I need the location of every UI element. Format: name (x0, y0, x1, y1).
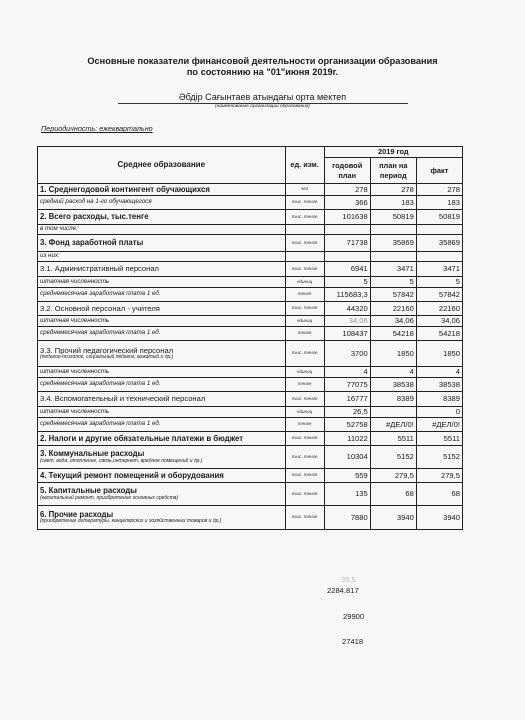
cell-annual-plan: 26,5 (324, 407, 370, 418)
table-row (38, 262, 463, 277)
cell-fact: 5511 (416, 432, 462, 446)
row-label (38, 407, 286, 418)
cell-fact: 279,5 (416, 469, 462, 483)
row-unit: тыс. тенге (285, 446, 324, 469)
row-unit: тенге (285, 378, 324, 392)
table-row (38, 288, 463, 302)
footer-number-2: 2284.817 (327, 586, 359, 595)
row-label-text: среднемесячная заработная плата 1 ед. (40, 380, 161, 388)
footer-number-4: 27418 (342, 637, 364, 646)
cell-period-plan: 68 (370, 483, 416, 506)
table-row (38, 252, 463, 262)
cell-annual-plan: 3700 (324, 341, 370, 367)
cell-period-plan: 183 (370, 196, 416, 210)
row-label (38, 378, 286, 392)
cell-period-plan: 3940 (370, 506, 416, 530)
row-unit: единиц (285, 277, 324, 288)
header-year: 2019 год (324, 147, 462, 158)
row-label (38, 418, 286, 432)
row-unit: тыс. тенге (285, 341, 324, 367)
financial-indicators-table (37, 146, 463, 530)
row-unit: единиц (285, 316, 324, 327)
row-unit: тыс. тенге (285, 302, 324, 316)
cell-period-plan: 57842 (370, 288, 416, 302)
cell-annual-plan: 77075 (324, 378, 370, 392)
table-row (38, 225, 463, 235)
row-label (38, 327, 286, 341)
row-label-text: 6. Прочие расходы (40, 509, 114, 519)
cell-period-plan: 279,5 (370, 469, 416, 483)
organization-caption: (наименование организации образования) (214, 104, 311, 109)
row-unit: чел (285, 184, 324, 196)
row-unit: единиц (285, 367, 324, 378)
row-label-text: 3. Фонд заработной платы (40, 238, 144, 248)
table-row (38, 210, 463, 225)
row-label (38, 302, 286, 316)
row-label (38, 288, 286, 302)
row-label-text: 5. Капитальные расходы (40, 486, 137, 496)
table-body (38, 184, 463, 530)
row-label-text: среднемесячная заработная плата 1 ед. (40, 290, 161, 298)
row-unit (285, 252, 324, 262)
cell-period-plan: 35869 (370, 235, 416, 252)
row-label-text: из них: (40, 252, 60, 260)
table-row (38, 483, 463, 506)
row-unit: тыс. тенге (285, 210, 324, 225)
row-label-text: среднемесячная заработная плата 1 ед. (40, 329, 161, 337)
cell-annual-plan: 5 (324, 277, 370, 288)
row-label-text: 3.3. Прочий педагогический персонал (40, 345, 174, 355)
table-row (38, 418, 463, 432)
cell-fact: 3940 (416, 506, 462, 530)
row-label-text: в том числе: (40, 225, 78, 233)
row-label (38, 469, 286, 483)
row-unit: тенге (285, 418, 324, 432)
row-label-text: 3. Коммунальные расходы (40, 449, 145, 459)
row-label (38, 277, 286, 288)
row-unit: тыс. тенге (285, 469, 324, 483)
row-unit: тыс. тенге (285, 483, 324, 506)
row-label (38, 392, 286, 407)
cell-annual-plan: 71738 (324, 235, 370, 252)
cell-annual-plan: 44320 (324, 302, 370, 316)
cell-annual-plan: 10304 (324, 446, 370, 469)
cell-period-plan: 5511 (370, 432, 416, 446)
cell-fact: 57842 (416, 288, 462, 302)
cell-fact: 68 (416, 483, 462, 506)
cell-period-plan: 38538 (370, 378, 416, 392)
table-row (38, 316, 463, 327)
document-title-line1: Основные показатели финансовой деятельности организации образования (87, 56, 438, 66)
cell-period-plan (370, 407, 416, 418)
row-unit: тенге (285, 288, 324, 302)
cell-annual-plan: 7880 (324, 506, 370, 530)
cell-period-plan: 1850 (370, 341, 416, 367)
table-row (38, 446, 463, 469)
row-label-text: штатная численность (40, 277, 110, 285)
cell-annual-plan: 101638 (324, 210, 370, 225)
header-period-plan: план на период (370, 158, 416, 184)
row-note: (свет, вода, отопление, связь,интернет, вредное помещений и др.) (40, 457, 203, 464)
cell-period-plan (370, 225, 416, 235)
table-row (38, 367, 463, 378)
cell-annual-plan: 115683,3 (324, 288, 370, 302)
row-label (38, 262, 286, 277)
header-fact: факт (416, 158, 462, 184)
cell-period-plan: 54218 (370, 327, 416, 341)
cell-fact: 1850 (416, 341, 462, 367)
cell-annual-plan: 278 (324, 184, 370, 196)
table-row (38, 506, 463, 530)
organization-name: Әбдір Сағынтаев атындағы орта мектеп (178, 92, 347, 102)
cell-fact: 38538 (416, 378, 462, 392)
cell-fact: 35869 (416, 235, 462, 252)
cell-fact: 5 (416, 277, 462, 288)
cell-fact: 3471 (416, 262, 462, 277)
table-row (38, 469, 463, 483)
row-label (38, 316, 286, 327)
row-note: (капитальный ремонт, приобретение основных средств) (40, 494, 179, 501)
cell-annual-plan: 34,06 (324, 316, 370, 327)
row-unit: тыс. тенге (285, 506, 324, 530)
row-label (38, 196, 286, 210)
table-row (38, 302, 463, 316)
cell-period-plan: 34,06 (370, 316, 416, 327)
cell-fact (416, 225, 462, 235)
table-row (38, 327, 463, 341)
cell-annual-plan: 11022 (324, 432, 370, 446)
cell-period-plan: 5 (370, 277, 416, 288)
cell-annual-plan: 6941 (324, 262, 370, 277)
cell-fact: 278 (416, 184, 462, 196)
cell-fact: #ДЕЛ/0! (416, 418, 462, 432)
cell-fact: 8389 (416, 392, 462, 407)
table-row (38, 196, 463, 210)
cell-fact: 183 (416, 196, 462, 210)
row-label-text: 3.2. Основной персонал - учителя (40, 303, 160, 313)
cell-annual-plan: 366 (324, 196, 370, 210)
row-label (38, 235, 286, 252)
cell-annual-plan: 4 (324, 367, 370, 378)
table-row (38, 184, 463, 196)
row-unit: тыс. тенге (285, 262, 324, 277)
cell-annual-plan: 52758 (324, 418, 370, 432)
row-unit (285, 225, 324, 235)
cell-period-plan: 22160 (370, 302, 416, 316)
row-unit: тыс. тенге (285, 235, 324, 252)
row-label-text: 2. Всего расходы, тыс.тенге (40, 212, 149, 222)
table-row (38, 392, 463, 407)
cell-period-plan (370, 252, 416, 262)
row-label-text: штатная численность (40, 367, 110, 375)
row-label (38, 506, 286, 530)
row-unit: тыс. тенге (285, 196, 324, 210)
row-unit: единиц (285, 407, 324, 418)
cell-annual-plan: 108437 (324, 327, 370, 341)
table-row (38, 277, 463, 288)
row-label (38, 446, 286, 469)
cell-fact: 50819 (416, 210, 462, 225)
cell-period-plan: 278 (370, 184, 416, 196)
table-row (38, 341, 463, 367)
row-label (38, 184, 286, 196)
row-label (38, 225, 286, 235)
cell-period-plan: #ДЕЛ/0! (370, 418, 416, 432)
row-label-text: среднемесячная заработная плата 1 ед. (40, 420, 161, 428)
row-label (38, 367, 286, 378)
row-note: (педагог-психолог, социальный педагог, вожатый и др.) (40, 354, 174, 361)
cell-annual-plan (324, 252, 370, 262)
row-label (38, 483, 286, 506)
row-unit: тыс. тенге (285, 432, 324, 446)
cell-fact: 5152 (416, 446, 462, 469)
table-row (38, 235, 463, 252)
cell-fact: 0 (416, 407, 462, 418)
footer-number-1: 35,5 (341, 575, 356, 584)
cell-annual-plan: 559 (324, 469, 370, 483)
cell-fact: 4 (416, 367, 462, 378)
cell-fact: 54218 (416, 327, 462, 341)
cell-annual-plan (324, 225, 370, 235)
document-title-line2: по состоянию на "01"июня 2019г. (186, 67, 339, 77)
row-label (38, 210, 286, 225)
row-unit: тенге (285, 327, 324, 341)
cell-period-plan: 8389 (370, 392, 416, 407)
row-label-text: средний расход на 1-го обучающегося (40, 198, 152, 206)
cell-fact: 34,06 (416, 316, 462, 327)
cell-annual-plan: 135 (324, 483, 370, 506)
row-label-text: штатная численность (40, 407, 110, 415)
table-row (38, 432, 463, 446)
row-label (38, 341, 286, 367)
row-label-text: 1. Среднегодовой контингент обучающихся (40, 184, 210, 194)
row-label (38, 432, 286, 446)
header-education: Среднее образование (38, 147, 286, 184)
header-annual-plan: годовой план (324, 158, 370, 184)
row-label-text: 3.4. Вспомогательный и технический персонал (40, 394, 206, 404)
table-row (38, 407, 463, 418)
row-label-text: штатная численность (40, 316, 110, 324)
cell-period-plan: 3471 (370, 262, 416, 277)
cell-annual-plan: 16777 (324, 392, 370, 407)
row-label (38, 252, 286, 262)
cell-period-plan: 50819 (370, 210, 416, 225)
row-label-text: 4. Текущий ремонт помещений и оборудования (40, 470, 224, 480)
cell-period-plan: 5152 (370, 446, 416, 469)
cell-period-plan: 4 (370, 367, 416, 378)
cell-fact: 22160 (416, 302, 462, 316)
footer-number-3: 29900 (343, 612, 365, 621)
row-unit: тыс. тенге (285, 392, 324, 407)
row-label-text: 3.1. Административный персонал (40, 264, 159, 274)
periodicity-label: Периодичность: ежеквартально (41, 124, 153, 133)
cell-fact (416, 252, 462, 262)
table-row (38, 378, 463, 392)
row-label-text: 2. Налоги и другие обязательные платежи в бюджет (40, 433, 244, 443)
row-note: (приобретение литературы, канцелярских и хозяйственных товаров и др.) (40, 518, 222, 525)
header-unit: ед. изм. (285, 147, 324, 184)
